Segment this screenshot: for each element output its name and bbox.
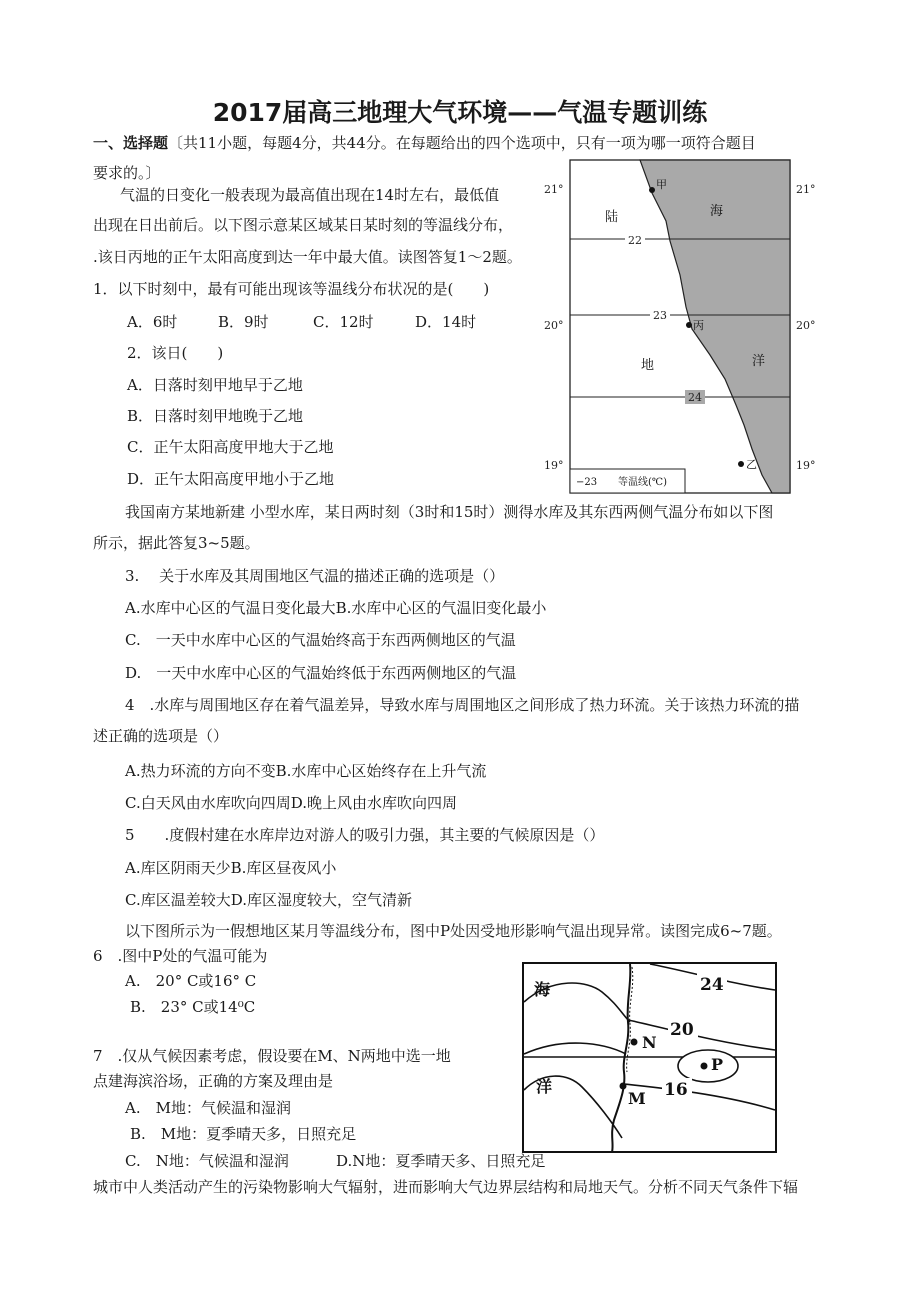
map1-sea-label-hai: 海 xyxy=(710,204,724,219)
map1-isotherm-24: 24 xyxy=(688,391,702,404)
map1-label-yi: 乙 xyxy=(746,458,757,471)
map1-point-bing xyxy=(686,322,692,328)
map1-label-jia: 甲 xyxy=(656,178,667,191)
q2-stem: 2．该日( ) xyxy=(127,344,224,362)
q1-option-d: D．14时 xyxy=(415,313,477,331)
map1-point-jia xyxy=(649,187,655,193)
intro1-line: 出现在日出前后。以下图示意某区域某日某时刻的等温线分布， xyxy=(93,216,514,234)
map1-land-label-lu: 陆 xyxy=(605,210,619,225)
q4-stem-a: 4 .水库与周围地区存在着气温差异，导致水库与周围地区之间形成了热力环流。关于该热力环流的描 xyxy=(125,696,800,714)
q7-option-b: B. M地：夏季晴天多，日照充足 xyxy=(130,1125,357,1143)
isotherm-map-2 xyxy=(522,962,778,1154)
section-1-instruction-a: 〔共11小题，每题4分，共44分。在每题给出的四个选项中，只有一项为哪一项符合题目 xyxy=(168,134,756,152)
q7-option-d: D.N地：夏季晴天多、日照充足 xyxy=(336,1152,546,1170)
map2-sea-label-hai: 海 xyxy=(534,980,551,999)
q2-option-b: B．日落时刻甲地晚于乙地 xyxy=(127,407,304,425)
q5-option-cd: C.库区温差较大D.库区湿度较大，空气清新 xyxy=(125,891,412,909)
map2-isotherm-label-20: 20 xyxy=(670,1020,694,1040)
q6-option-a: A. 20° C或16° C xyxy=(125,972,257,990)
q3-stem: 3. 关于水库及其周围地区气温的描述正确的选项是（） xyxy=(125,567,505,585)
q3-option-d: D. 一天中水库中心区的气温始终低于东西两侧地区的气温 xyxy=(125,664,517,682)
map1-lat-19-left: 19° xyxy=(544,459,564,472)
q7-stem-b: 点建海滨浴场，正确的方案及理由是 xyxy=(93,1072,334,1090)
map1-lat-21-right: 21° xyxy=(796,183,816,196)
q2-option-d: D．正午太阳高度甲地小于乙地 xyxy=(127,470,335,488)
intro1-line: 气温的日变化一般表现为最高值出现在14时左右，最低值 xyxy=(120,186,500,204)
map1-point-yi xyxy=(738,461,744,467)
intro3-line: 以下图所示为一假想地区某月等温线分布，图中P处因受地形影响气温出现异常。读图完成6~7题。 xyxy=(125,922,782,940)
map1-lat-21-left: 21° xyxy=(544,183,564,196)
intro2-line: 所示，据此答复3~5题。 xyxy=(93,534,260,552)
q4-option-cd: C.白天风由水库吹向四周D.晚上风由水库吹向四周 xyxy=(125,794,457,812)
map2-label-m: M xyxy=(628,1089,646,1108)
map2-point-n xyxy=(631,1039,638,1046)
map2-label-p: P xyxy=(711,1055,724,1074)
section-1-instruction xyxy=(93,133,756,153)
map2-point-p xyxy=(701,1063,708,1070)
q1-option-c: C．12时 xyxy=(313,313,374,331)
map1-sea-label-yang: 洋 xyxy=(752,354,766,369)
map1-isotherm-22: 22 xyxy=(628,234,642,247)
q7-option-c: C. N地：气候温和湿润 xyxy=(125,1152,289,1170)
map2-p-contour xyxy=(678,1050,738,1082)
map1-isotherm-23: 23 xyxy=(653,309,667,322)
map1-lat-19-right: 19° xyxy=(796,459,816,472)
map1-label-bing: 丙 xyxy=(693,319,704,332)
q4-stem-b: 述正确的选项是（） xyxy=(93,727,229,745)
q4-option-ab: A.热力环流的方向不变B.水库中心区始终存在上升气流 xyxy=(125,762,487,780)
map1-lat-20-right: 20° xyxy=(796,319,816,332)
map2-sea-label-yang: 洋 xyxy=(536,1077,553,1096)
map1-lat-20-left: 20° xyxy=(544,319,564,332)
map1-legend-text: 等温线(℃) xyxy=(618,477,667,488)
intro2-line: 我国南方某地新建 小型水库，某日两时刻（3时和15时）测得水库及其东西两侧气温分布如以下图 xyxy=(125,503,774,521)
map2-isotherm-label-24: 24 xyxy=(700,975,724,995)
q5-option-ab: A.库区阴雨天少B.库区昼夜风小 xyxy=(125,859,337,877)
q1-option-b: B．9时 xyxy=(218,313,269,331)
isotherm-map-1 xyxy=(540,157,835,497)
q6-stem: 6 .图中P处的气温可能为 xyxy=(93,947,268,965)
q1-stem: 1．以下时刻中，最有可能出现该等温线分布状况的是( ) xyxy=(93,280,490,298)
map2-point-m xyxy=(620,1083,627,1090)
map2-isotherm-label-16: 16 xyxy=(664,1080,688,1100)
intro1-line: .该日丙地的正午太阳高度到达一年中最大值。读图答复1～2题。 xyxy=(93,248,522,266)
map1-land-label-di: 地 xyxy=(641,358,655,373)
q7-option-a: A. M地：气候温和湿润 xyxy=(125,1099,291,1117)
section-1-heading: 一、选择题 xyxy=(93,134,169,152)
map2-label-n: N xyxy=(642,1033,657,1052)
q6-option-b: B. 23° C或14⁰C xyxy=(130,998,256,1016)
section-1-instruction-b: 要求的。〕 xyxy=(93,164,161,182)
page-title: 2017届高三地理大气环境——气温专题训练 xyxy=(212,98,708,127)
q3-option-c: C. 一天中水库中心区的气温始终高于东西两侧地区的气温 xyxy=(125,631,516,649)
map1-legend-value: −23 xyxy=(576,477,598,488)
q1-option-a: A．6时 xyxy=(127,313,178,331)
q7-stem-a: 7 .仅从气候因素考虑，假设要在M、N两地中选一地 xyxy=(93,1047,451,1065)
q3-option-ab: A.水库中心区的气温日变化最大B.水库中心区的气温旧变化最小 xyxy=(125,599,547,617)
closing-line: 城市中人类活动产生的污染物影响大气辐射，进而影响大气边界层结构和局地天气。分析不同天气条件下辐 xyxy=(93,1178,799,1196)
q5-stem: 5 .度假村建在水库岸边对游人的吸引力强，其主要的气候原因是（） xyxy=(125,826,605,844)
q2-option-c: C．正午太阳高度甲地大于乙地 xyxy=(127,438,334,456)
q2-option-a: A．日落时刻甲地早于乙地 xyxy=(127,376,303,394)
